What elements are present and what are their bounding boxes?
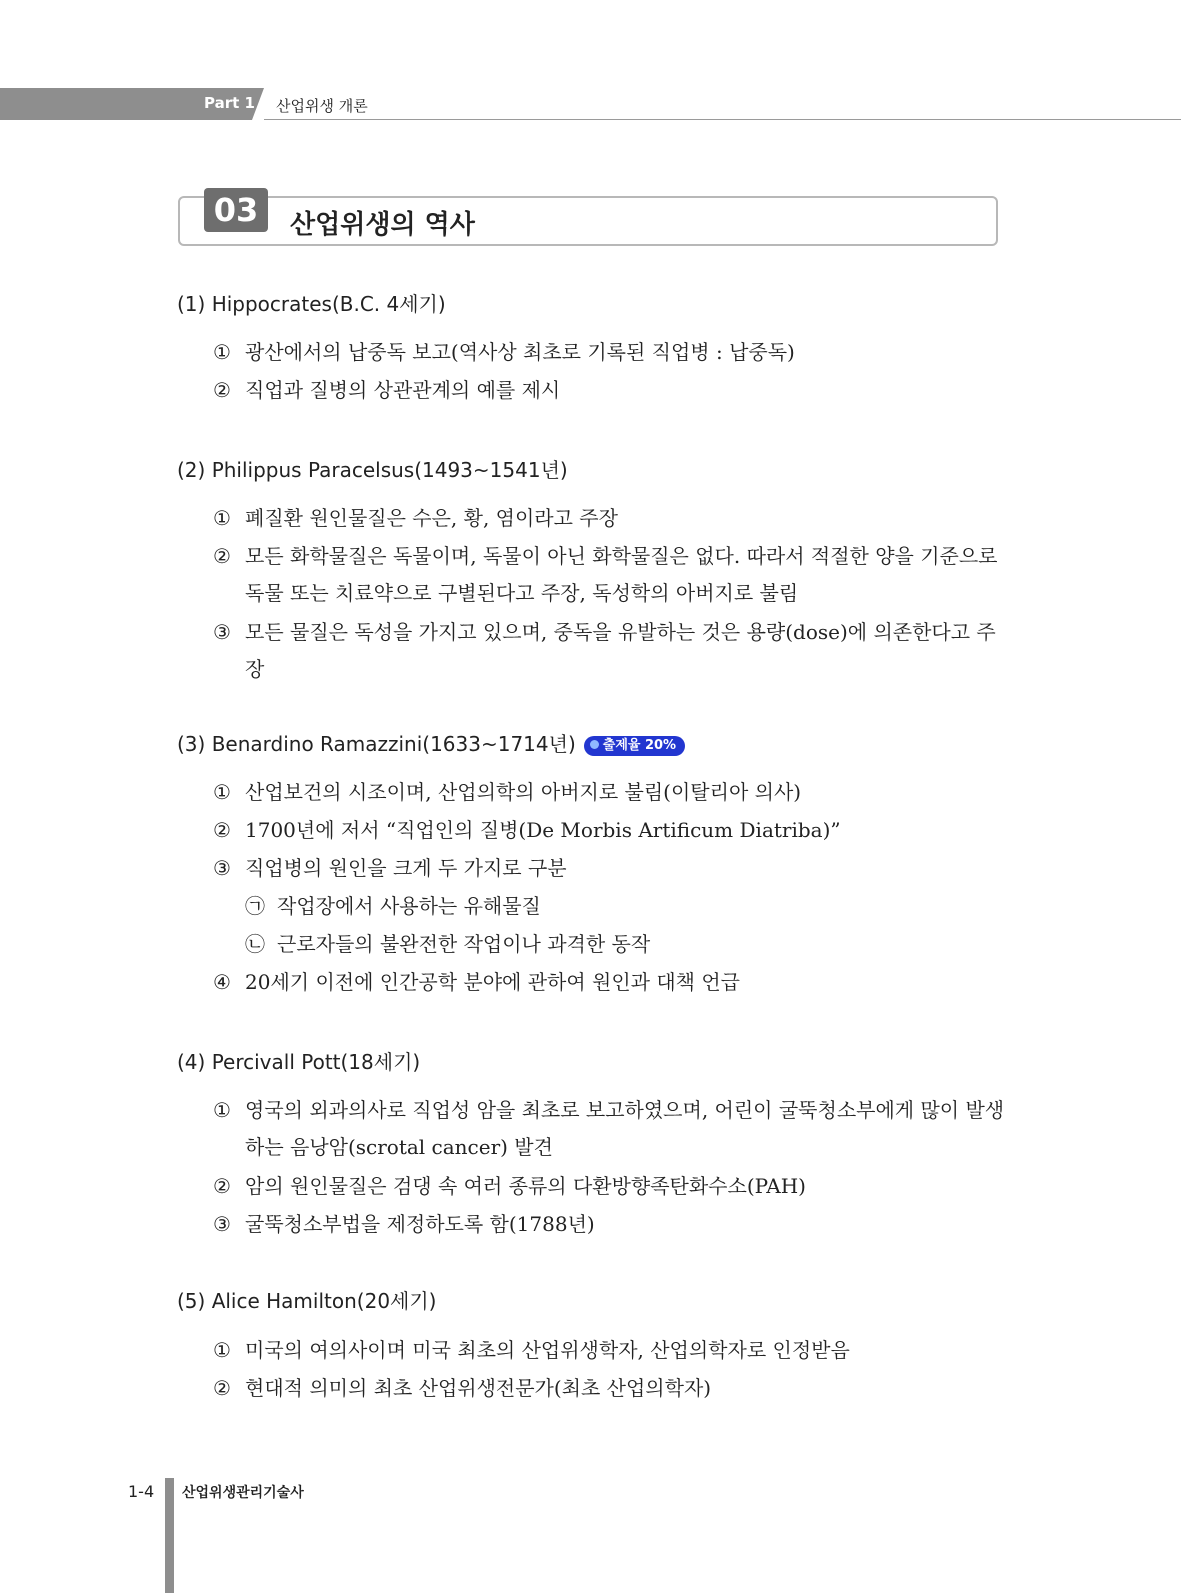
list-item-text: 직업병의 원인을 크게 두 가지로 구분	[245, 856, 567, 880]
list-item-text: 암의 원인물질은 검댕 속 여러 종류의 다환방향족탄화수소(PAH)	[245, 1174, 806, 1198]
list-item	[213, 372, 1013, 409]
list-item-text: 미국의 여의사이며 미국 최초의 산업위생학자, 산업의학자로 인정받음	[245, 1338, 850, 1362]
section-number: 03	[204, 188, 268, 232]
heading-hippocrates: (1) Hippocrates(B.C. 4세기)	[177, 292, 446, 316]
list-item	[213, 964, 1013, 1001]
sub-list-item	[245, 926, 650, 963]
list-item-text: 근로자들의 불완전한 작업이나 과격한 동작	[277, 932, 651, 956]
heading-paracelsus: (2) Philippus Paracelsus(1493~1541년)	[177, 458, 568, 482]
list-item-text: 모든 화학물질은 독물이며, 독물이 아닌 화학물질은 없다. 따라서 적절한 양을 기준으로 독물 또는 치료약으로 구별된다고 주장, 독성학의 아버지로 불림	[245, 544, 998, 605]
list-item-text: 직업과 질병의 상관관계의 예를 제시	[245, 378, 561, 402]
heading-ramazzini	[177, 728, 685, 757]
list-marker: ②	[213, 378, 231, 402]
list-item-text: 굴뚝청소부법을 제정하도록 함(1788년)	[245, 1212, 595, 1236]
list-item-text: 작업장에서 사용하는 유해물질	[277, 894, 541, 918]
list-item	[213, 850, 1013, 887]
list-marker: ㉡	[245, 932, 265, 956]
list-item-text: 모든 물질은 독성을 가지고 있으며, 중독을 유발하는 것은 용량(dose)에 의존한다고 주장	[245, 620, 996, 681]
list-marker: ②	[213, 818, 231, 842]
page-number: 1-4	[128, 1482, 155, 1501]
sub-list-item	[245, 888, 541, 925]
list-item-text: 현대적 의미의 최초 산업위생전문가(최초 산업의학자)	[245, 1376, 712, 1400]
list-item	[213, 500, 1013, 537]
list-marker: ①	[213, 1338, 231, 1362]
heading-pott: (4) Percivall Pott(18세기)	[177, 1050, 421, 1074]
list-item-text: 1700년에 저서 “직업인의 질병(De Morbis Artificum Diatriba)”	[245, 818, 841, 842]
list-item	[213, 334, 1013, 371]
list-item	[213, 1370, 1013, 1407]
list-item	[213, 614, 1013, 688]
list-marker: ①	[213, 1098, 231, 1122]
list-item	[213, 538, 1013, 612]
list-marker: ③	[213, 856, 231, 880]
list-marker: ①	[213, 340, 231, 364]
list-item	[213, 812, 1013, 849]
list-marker: ③	[213, 1212, 231, 1236]
list-marker: ④	[213, 970, 231, 994]
list-item	[213, 774, 1013, 811]
list-marker: ①	[213, 506, 231, 530]
list-marker: ③	[213, 620, 231, 644]
list-marker: ①	[213, 780, 231, 804]
footer-book-title: 산업위생관리기술사	[182, 1485, 304, 1501]
footer-bar	[165, 1478, 174, 1593]
header-divider	[264, 119, 1181, 120]
list-item	[213, 1332, 1013, 1369]
badge-label: 출제율 20%	[602, 737, 677, 753]
list-item	[213, 1168, 1013, 1205]
list-item-text: 광산에서의 납중독 보고(역사상 최초로 기록된 직업병 : 납중독)	[245, 340, 795, 364]
list-item-text: 20세기 이전에 인간공학 분야에 관하여 원인과 대책 언급	[245, 970, 740, 994]
header-part-label: Part 1	[204, 94, 255, 112]
frequency-badge	[584, 736, 685, 756]
heading-hamilton: (5) Alice Hamilton(20세기)	[177, 1289, 437, 1313]
section-title: 산업위생의 역사	[290, 210, 475, 240]
badge-dot-icon	[590, 740, 599, 749]
list-item-text: 폐질환 원인물질은 수은, 황, 염이라고 주장	[245, 506, 618, 530]
list-marker: ②	[213, 1376, 231, 1400]
list-item	[213, 1206, 1013, 1243]
list-item	[213, 1092, 1013, 1166]
list-marker: ②	[213, 544, 231, 568]
list-item-text: 산업보건의 시조이며, 산업의학의 아버지로 불림(이탈리아 의사)	[245, 780, 802, 804]
header-chapter-title: 산업위생 개론	[276, 97, 368, 115]
heading-ramazzini-text: (3) Benardino Ramazzini(1633~1714년)	[177, 732, 576, 756]
list-marker: ㉠	[245, 894, 265, 918]
list-marker: ②	[213, 1174, 231, 1198]
list-item-text: 영국의 외과의사로 직업성 암을 최초로 보고하였으며, 어린이 굴뚝청소부에게 많이 발생하는 음낭암(scrotal cancer) 발견	[245, 1098, 1005, 1159]
